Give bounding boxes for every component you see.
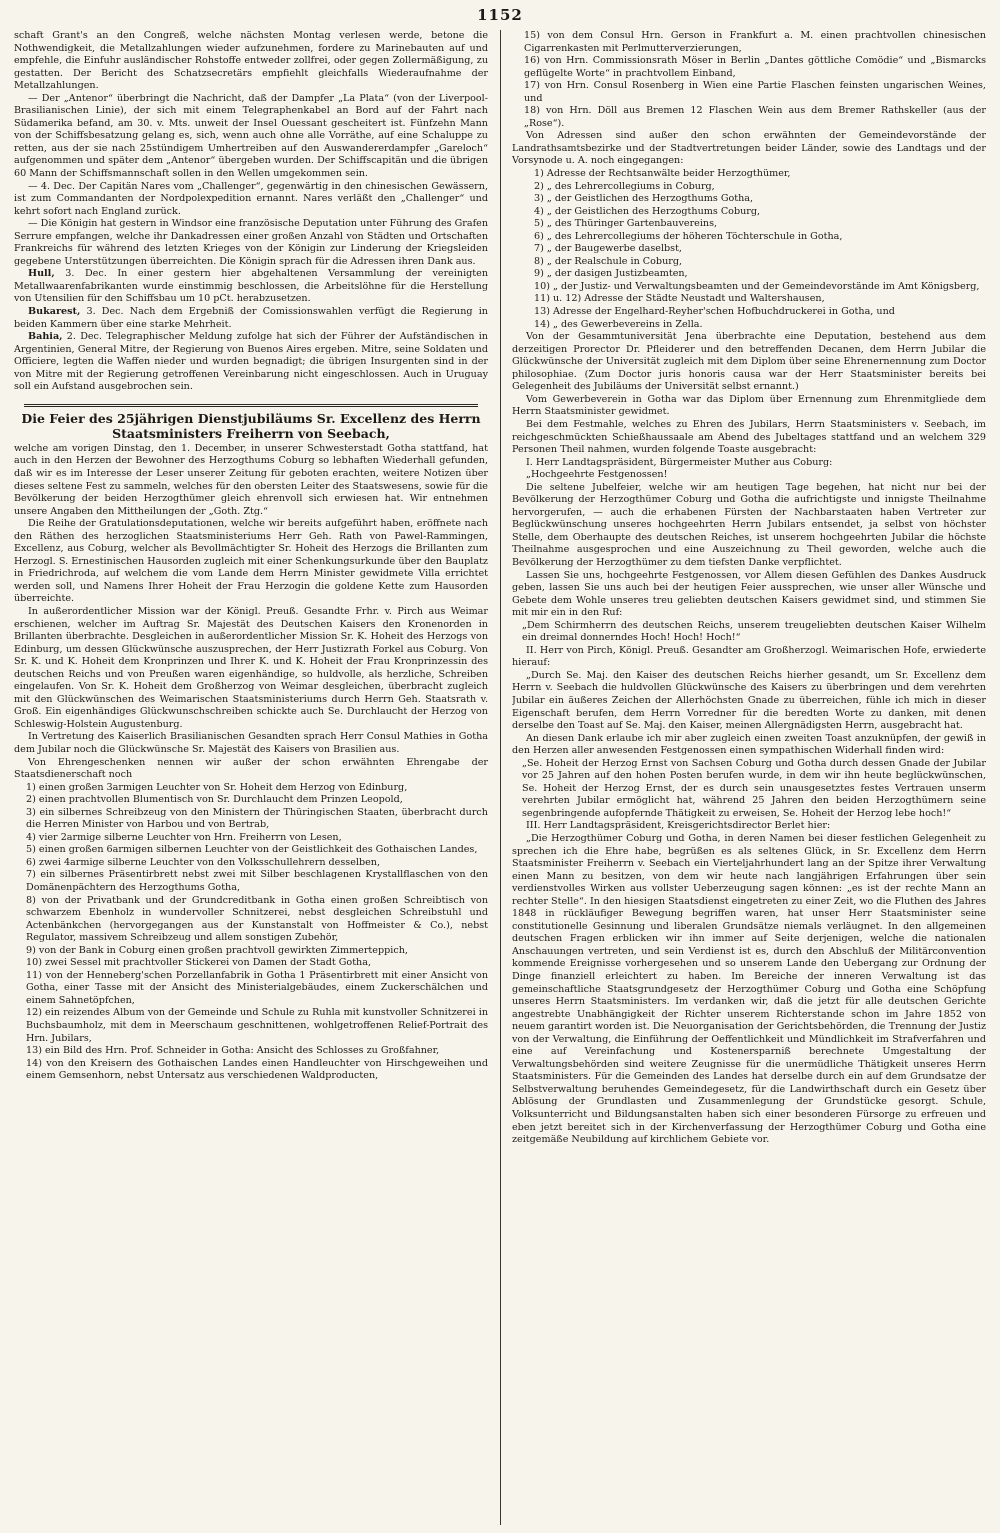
article-paragraph: In außerordentlicher Mission war der Königl. Preuß. Gesandte Frhr. v. Pirch aus Weimar erschienen, welcher im Auftrag Sr. Majestät des Deutschen Kaisers den Kronenorden in Brillanten überbrachte. Desgleichen in außerordentlicher Mission Sr. K. Hoheit des Herzogs von Edinburg, um dessen Glückwünsche auszusprechen, der Herr Justizrath Forkel aus Coburg. Von Sr. K. und K. Hoheit dem Kronprinzen und Ihrer K. und K. Hoheit der Frau Kronprinzessin des deutschen Reichs und von Preußen waren eigenhändige, so huldvolle, als herzliche, Schreiben eingelaufen. Von Sr. K. Hoheit dem Großherzog von Weimar desgleichen, überbracht zugleich mit den Glückwünschen des Weimarischen Staatsministeriums durch Herrn Geh. Staatsrath v. Groß. Ein eigenhändiges Glückwunschschreiben schickte auch Se. Durchlaucht der Herzog von Schleswig-Holstein Augustenburg.	[14, 605, 488, 730]
gift-item: 13) ein Bild des Hrn. Prof. Schneider in Gotha: Ansicht des Schlosses zu Großfahner,	[26, 1045, 440, 1057]
toast-paragraph: „Durch Se. Maj. den Kaiser des deutschen Reichs hierher gesandt, um Sr. Excellenz dem Herrn v. Seebach die huldvollen Glückwünsche des Kaisers zu überbringen und dem verehrten Jubilar ein äußeres Zeichen der Allerhöchsten Gnade zu überreichen, fühle ich mich in dieser Eigenschaft berufen, dem Herrn Vorredner für die beredten Worte zu danken, mit denen derselbe den Toast auf Se. Maj. den Kaiser, meinen Allergnädigsten Herrn, ausgebracht hat.	[512, 669, 986, 732]
toast-paragraph: An diesen Dank erlaube ich mir aber zugleich einen zweiten Toast anzuknüpfen, der gewiß in den Herzen aller anwesenden Festgenossen einen sympathischen Widerhall finden wird:	[512, 732, 986, 757]
toast-heading: III. Herr Landtagspräsident, Kreisgerichtsdirector Berlet hier:	[526, 820, 831, 832]
article-paragraph: — 4. Dec. Der Capitän Nares vom „Challenger“, gegenwärtig in den chinesischen Gewässern, ist zum Commandanten der Nordpolexpedition ernannt. Nares verläßt den „Challenger“ und kehrt sofort nach England zurück.	[14, 180, 488, 217]
toast-cheer: „Dem Schirmherrn des deutschen Reichs, unserem treugeliebten deutschen Kaiser Wilhelm ein dreimal donnerndes Hoch! Hoch! Hoch!“	[522, 619, 986, 644]
article-paragraph: — Der „Antenor“ überbringt die Nachricht, daß der Dampfer „La Plata“ (von der Liverpool-Brasilianischen Linie), der sich mit einem Telegraphenkabel an Bord auf der Fahrt nach Südamerika befand, am 30. v. Mts. unweit der Insel Ouessant gescheitert ist. Fünfzehn Mann von der Schiffsbesatzung gelang es, sich, wenn auch ohne alle Vorräthe, auf eine Schaluppe zu retten, aus der sie nach 25stündigem Umhertreiben auf den Auswandererdampfer „Gareloch“ aufgenommen und später dem „Antenor“ übergeben wurden. Der Schiffscapitän und die übrigen 60 Mann der Schiffsmannschaft sollen in den Wellen umgekommen sein.	[14, 92, 488, 180]
gift-item: 18) von Hrn. Döll aus Bremen 12 Flaschen Wein aus dem Bremer Rathskeller (aus der „Rose“).	[524, 105, 986, 129]
dateline-paragraph	[14, 306, 488, 331]
article-paragraph: Bei dem Festmahle, welches zu Ehren des Jubilars, Herrn Staatsministers v. Seebach, im reichgeschmückten Schießhaussaale am Abend des Jubeltages stattfand und an welchem 329 Personen Theil nahmen, wurden folgende Toaste ausgebracht:	[512, 418, 986, 456]
article-paragraph: In Vertretung des Kaiserlich Brasilianischen Gesandten sprach Herr Consul Mathies in Gotha dem Jubilar noch die Glückwünsche Sr. Majestät des Kaisers von Brasilien aus.	[14, 731, 488, 755]
article-paragraph: schaft Grant's an den Congreß, welche nächsten Montag verlesen werde, betone die Nothwendigkeit, die Metallzahlungen wieder aufzunehmen, fordere zu Marinebauten auf und empfehle, die Einfuhr ausländischer Rohstoffe entweder zollfrei, oder gegen Zollermäßigung, zu gestatten. Der Bericht des Schatzsecretärs empfiehlt gleichfalls Wiederaufnahme der Metallzahlungen.	[14, 30, 488, 92]
article-paragraph: Von der Gesammtuniversität Jena überbrachte eine Deputation, bestehend aus dem derzeitigen Prorector Dr. Pfleiderer und den betreffenden Decanen, dem Herrn Jubilar die Glückwünsche der Universität zugleich mit dem Diplom über seine Ehrenernennung zum Doctor philosophiae. (Zum Doctor juris honoris causa war der Herr Staatsminister bereits bei Gelegenheit des Jubiläums der Universität selbst ernannt.)	[512, 331, 986, 393]
address-item: 14) „ des Gewerbevereins in Zella.	[534, 318, 703, 330]
dateline-paragraph	[14, 331, 488, 394]
address-item: 2) „ des Lehrercollegiums in Coburg,	[534, 180, 715, 192]
article-paragraph: Von Adressen sind außer den schon erwähnten der Gemeindevorstände der Landrathsamtsbezirke und der Stadtvertretungen beider Länder, sowie des Landtags und der Vorsynode u. A. noch eingegangen:	[512, 130, 986, 167]
gift-item: 6) zwei 4armige silberne Leuchter von den Volksschullehrern desselben,	[26, 856, 381, 868]
left-column	[14, 30, 488, 1525]
gift-item: 4) vier 2armige silberne Leuchter von Hrn. Freiherrn von Lesen,	[26, 831, 342, 843]
gift-item: 2) einen prachtvollen Blumentisch von Sr. Durchlaucht dem Prinzen Leopold,	[26, 794, 403, 806]
gift-item: 7) ein silbernes Präsentirbrett nebst zwei mit Silber beschlagenen Krystallflaschen von den Domänenpächtern des Herzogthums Gotha,	[26, 869, 488, 893]
address-item: 5) „ des Thüringer Gartenbauvereins,	[534, 218, 718, 230]
article-headline: Die Feier des 25jährigen Dienstjubiläums Sr. Excellenz des Herrn Staatsministers Freiherrn von Seebach,	[21, 410, 481, 441]
address-list	[512, 168, 986, 331]
toast-paragraph: Die seltene Jubelfeier, welche wir am heutigen Tage begehen, hat nicht nur bei der Bevölkerung der Herzogthümer Coburg und Gotha die aufrichtigste und innigste Theilnahme hervorgerufen, — auch die erhabenen Fürsten der Nachbarstaaten haben Vertreter zur Beglückwünschung unseres hochgeehrten Herrn Jubilars entsendet, ja selbst von höchster Stelle, dem Oberhaupte des deutschen Reiches, ist unserem hochgeehrten Jubilar die höchste Theilnahme ausgesprochen und eine Auszeichnung zu Theil geworden, welche auch die Bevölkerung der Herzogthümer zu dem tiefsten Danke verpflichtet.	[512, 481, 986, 568]
address-item: 6) „ des Lehrercollegiums der höheren Töchterschule in Gotha,	[534, 230, 843, 242]
dateline-place: Bukarest,	[28, 306, 81, 318]
article-paragraph: Von Ehrengeschenken nennen wir außer der schon erwähnten Ehrengabe der Staatsdienerschaft noch	[14, 756, 488, 781]
gift-item: 16) von Hrn. Commissionsrath Möser in Berlin „Dantes göttliche Comödie“ und „Bismarcks geflügelte Worte“ in prachtvollem Einband,	[524, 55, 986, 79]
gift-item: 17) von Hrn. Consul Rosenberg in Wien eine Partie Flaschen feinsten ungarischen Weines, und	[524, 80, 986, 104]
toast-cheer: „Se. Hoheit der Herzog Ernst von Sachsen Coburg und Gotha durch dessen Gnade der Jubilar vor 25 Jahren auf den hohen Posten berufen wurde, in dem wir ihn heute beglückwünschen, Se. Hoheit der Herzog Ernst, der es durch sein unausgesetztes festes Vertrauen unserm verehrten Jubilar ermöglicht hat, während 25 Jahren den beiden Herzogthümern seine segenbringende aufopfernde Thätigkeit zu erweisen, Se. Hoheit der Herzog lebe hoch!“	[522, 757, 986, 819]
article-paragraph: Vom Gewerbeverein in Gotha war das Diplom über Ernennung zum Ehrenmitgliede dem Herrn Staatsminister gewidmet.	[512, 393, 986, 418]
gift-item: 12) ein reizendes Album von der Gemeinde und Schule zu Ruhla mit kunstvoller Schnitzerei in Buchsbaumholz, mit dem in Meerschaum geschnittenen, wohlgetroffenen Relief-Portrait des Hrn. Jubilars,	[26, 1007, 488, 1044]
address-item: 10) „ der Justiz- und Verwaltungsbeamten und der Gemeindevorstände im Amt Königsberg,	[534, 280, 980, 292]
gift-item: 15) von dem Consul Hrn. Gerson in Frankfurt a. M. einen prachtvollen chinesischen Cigarrenkasten mit Perlmutterverzierungen,	[524, 30, 986, 54]
column-rule	[500, 30, 501, 1525]
toast-salutation: „Hochgeehrte Festgenossen!	[526, 469, 668, 481]
article-paragraph: welche am vorigen Dinstag, den 1. December, in unserer Schwesterstadt Gotha stattfand, hat auch in den Herzen der Bewohner des Herzogthums Coburg so lebhaften Wiederhall gefunden, daß wir es im Interesse der Leser unserer Zeitung für geboten erachten, weitere Notizen über dieses seltene Fest zu sammeln, welches für den obersten Leiter des Staatswesens, sowie für die Bevölkerung der beiden Herzogthümer gleich ehrenvoll sich erwiesen hat. Wir entnehmen unsere Angaben den Mittheilungen der „Goth. Ztg.“	[14, 442, 488, 517]
gift-item: 8) von der Privatbank und der Grundcreditbank in Gotha einen großen Schreibtisch von schwarzem Ebenholz in wundervoller Schnitzerei, nebst desgleichen Schreibstuhl und Actenbänkchen (hervorgegangen aus der Kunstanstalt von Hoffmeister & Co.), nebst Regulator, massivem Schreibzeug und allem sonstigen Zubehör,	[26, 894, 488, 944]
gift-item: 3) ein silbernes Schreibzeug von den Ministern der Thüringischen Staaten, überbracht durch die Herren Minister von Harbou und von Bertrab,	[26, 806, 488, 831]
gift-item: 10) zwei Sessel mit prachtvoller Stickerei von Damen der Stadt Gotha,	[26, 957, 371, 969]
page-number: 1152	[477, 6, 523, 24]
address-item: 4) „ der Geistlichen des Herzogthums Coburg,	[534, 205, 761, 217]
right-column	[512, 30, 986, 1525]
toast-paragraph: „Die Herzogthümer Coburg und Gotha, in deren Namen bei dieser festlichen Gelegenheit zu sprechen ich die Ehre habe, begrüßen es als seltenes Glück, in Sr. Excellenz dem Herrn Staatsminister Freiherrn v. Seebach ein Vierteljahrhundert lang an der Spitze ihrer Verwaltung einen Mann zu besitzen, von dem wir heute nach langjährigen Erfahrungen über sein verdienstvolles Wirken aus vollster Ueberzeugung sagen können: „es ist der rechte Mann an rechter Stelle“. In den hiesigen Staatsdienst eingetreten zu einer Zeit, wo die Fluthen des Jahres 1848 in rückläufiger Bewegung begriffen waren, hat unser Herr Staatsminister seine constitutionelle Gesinnung und liberalen Grundsätze niemals verläugnet. In den allgemeinen deutschen Fragen erblicken wir ihn immer auf Seite derjenigen, welche die nationalen Anschauungen vertreten, und sein Verdienst ist es, durch den Abschluß der Militärconvention kommende Ereignisse vorhergesehen und so unserem Lande den Uebergang zur Ordnung der Dinge finanziell erleichtert zu haben. Im Bereiche der inneren Verwaltung ist das gemeinschaftliche Staatsgrundgesetz der Herzogthümer Coburg und Gotha eine Schöpfung unseres Herrn Staatsministers. Im verdanken wir, daß die jetzt für alle deutschen Gerichte angestrebte Unabhängigkeit der Richter unserem Richterstande schon im Jahre 1852 von neuem garantirt worden ist. Die Neuorganisation der Gerichtsbehörden, die Trennung der Justiz von der Verwaltung, die Einführung der Oeffentlichkeit und Mündlichkeit im Strafverfahren und eine auf Vereinfachung und Kostenersparniß berechnete Umgestaltung der Verwaltungsbehörden sind weitere Zeugnisse für die unermüdliche Thätigkeit unseres Herrn Staatsministers. Für die Gemeinden des Landes hat derselbe durch ein auf dem Grundsatze der Selbstverwaltung beruhendes Gemeindegesetz, für die Landwirthschaft durch ein Gesetz über Ablösung der Grundlasten und Zusammenlegung der Grundstücke gesorgt. Schule, Volksunterricht und Bildungsanstalten haben sich einer besonderen Fürsorge zu erfreuen und eben jetzt bereitet sich in der Kirchenverfassung der Herzogthümer Coburg und Gotha eine zeitgemäße Neubildung auf kirchlichem Gebiete vor.	[512, 833, 986, 1146]
toast-heading: I. Herr Landtagspräsident, Bürgermeister Muther aus Coburg:	[526, 456, 833, 468]
gift-item: 5) einen großen 6armigen silbernen Leuchter von der Geistlichkeit des Gothaischen Landes,	[26, 844, 478, 856]
address-item: 9) „ der dasigen Justizbeamten,	[534, 268, 688, 280]
dateline-place: Bahia,	[28, 331, 63, 343]
address-item: 8) „ der Realschule in Coburg,	[534, 255, 683, 267]
dateline-paragraph	[14, 268, 488, 306]
gift-item: 11) von der Henneberg'schen Porzellanfabrik in Gotha 1 Präsentirbrett mit einer Ansicht von Gotha, einer Tasse mit der Ansicht des Ministerialgebäudes, einem Zuckerschälchen und einem Sahnetöpfchen,	[26, 969, 488, 1006]
address-item: 3) „ der Geistlichen des Herzogthums Gotha,	[534, 193, 754, 205]
dateline-place: Hull,	[28, 268, 55, 280]
toast-heading: II. Herr von Pirch, Königl. Preuß. Gesandter am Großherzogl. Weimarischen Hofe, erwiederte hierauf:	[512, 644, 986, 669]
dateline-text: 3. Dec. Nach dem Ergebniß der Comissionswahlen verfügt die Regierung in beiden Kammern über eine starke Mehrheit.	[14, 306, 488, 330]
dateline-text: 3. Dec. In einer gestern hier abgehaltenen Versammlung der vereinigten Metallwaarenfabrikanten wurde einstimmig beschlossen, die Arbeitslöhne für die Herstellung von Utensilien für den Schiffsbau um 10 pCt. herabzusetzen.	[14, 268, 488, 305]
address-item: 13) Adresse der Engelhard-Reyher'schen Hofbuchdruckerei in Gotha, und	[534, 306, 895, 318]
dateline-text: 2. Dec. Telegraphischer Meldung zufolge hat sich der Führer der Aufständischen in Argentinien, General Mitre, der Regierung von Buenos Aires ergeben. Mitre, seine Soldaten und Officiere, legten die Waffen nieder und wurden begnadigt; die übrigen Insurgenten sind in der von Mitre mit der Regierung getroffenen Vereinbarung nicht eingeschlossen. Auch in Uruguay soll ein Aufstand ausgebrochen sein.	[14, 331, 488, 393]
article-paragraph: Die Reihe der Gratulationsdeputationen, welche wir bereits aufgeführt haben, eröffnete nach den Räthen des herzoglichen Staatsministeriums Herr Geh. Rath von Pawel-Rammingen, Excellenz, aus Coburg, welcher als Bevollmächtigter Sr. Hoheit des Herzogs die Brillanten zum Herzogl. S. Ernestinischen Hausorden zugleich mit einer Schenkungsurkunde über den Bauplatz in Friedrichroda, auf welchem die vom Lande dem Herrn Minister gewidmete Villa errichtet werden soll, und Namens Ihrer Hoheit der Frau Herzogin die goldene Kette zum Hausorden überreichte.	[14, 518, 488, 605]
address-item: 7) „ der Baugewerbe daselbst,	[534, 243, 682, 255]
section-divider	[24, 404, 478, 407]
gift-item: 1) einen großen 3armigen Leuchter von Sr. Hoheit dem Herzog von Edinburg,	[26, 781, 408, 793]
article-paragraph: — Die Königin hat gestern in Windsor eine französische Deputation unter Führung des Grafen Serrure empfangen, welche ihr Dankadressen einer großen Anzahl von Städten und Ortschaften Frankreichs für während des letzten Krieges von der Königin zur Linderung der Kriegsleiden gegebene Unterstützungen überreichten. Die Königin sprach für die Adressen ihren Dank aus.	[14, 218, 488, 267]
gift-list-continued	[512, 30, 986, 130]
toast-paragraph: Lassen Sie uns, hochgeehrte Festgenossen, vor Allem diesen Gefühlen des Dankes Ausdruck geben, lassen Sie uns auch bei der heutigen Feier aussprechen, wie unser aller Wünsche und Gebete dem Wohle unseres treu geliebten deutschen Kaisers gewidmet sind, und stimmen Sie mit mir ein in den Ruf:	[512, 569, 986, 619]
gift-item: 14) von den Kreisern des Gothaischen Landes einen Handleuchter von Hirschgeweihen und einem Gemsenhorn, nebst Untersatz aus verschiedenen Waldproducten,	[26, 1057, 488, 1082]
gift-item: 9) von der Bank in Coburg einen großen prachtvoll gewirkten Zimmerteppich,	[26, 944, 408, 956]
gift-list	[14, 782, 488, 1083]
address-item: 11) u. 12) Adresse der Städte Neustadt und Waltershausen,	[534, 293, 825, 305]
address-item: 1) Adresse der Rechtsanwälte beider Herzogthümer,	[534, 168, 791, 180]
